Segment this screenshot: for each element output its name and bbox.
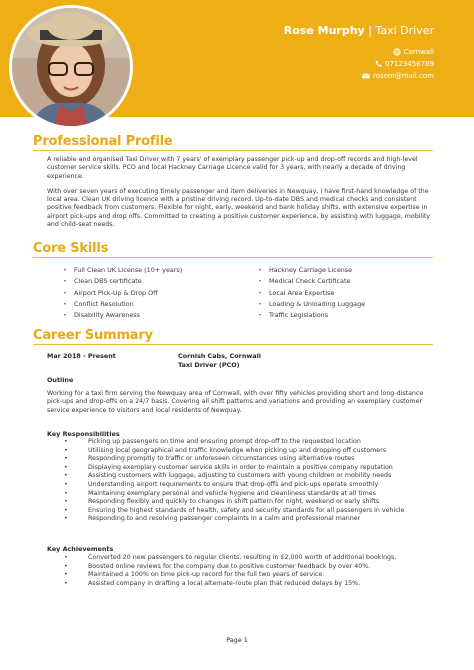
role-employer [178, 352, 261, 370]
skill-item: • Hackney Carriage License [257, 265, 365, 276]
skill-item: • Clean DBS certificate [62, 276, 182, 287]
outline-text: Working for a taxi firm serving the Newquay area of Cornwall, with over fifty vehicles providing short and long-distance pick-ups and drop-offs on a 24/7 basis. Covering all shift patterns and variations and providing an exemplary customer service experience to visitors and local residents of Newquay. [47, 390, 424, 414]
contact-email[interactable] [362, 72, 434, 80]
phone-icon [374, 60, 382, 68]
skills-list-right [257, 265, 365, 321]
responsibility-item: • Responding flexibly and quickly to changes in shift pattern for night, weekend or early shifts [47, 498, 432, 507]
achievement-item: • Boosted online reviews for the company due to positive customer feedback by over 40%. [47, 563, 432, 572]
skills-heading: Core Skills [33, 241, 109, 256]
skills-section [33, 241, 433, 258]
responsibility-item: • Responding promptly to traffic or unforeseen circumstances using alternative routes [47, 455, 432, 464]
responsibility-item: • Maintaining exemplary personal and vehicle hygiene and cleanliness standards at all times [47, 490, 432, 499]
location-text: Cornwall [403, 48, 434, 56]
skill-item: • Traffic Legislations [257, 310, 365, 321]
profile-section [33, 134, 433, 229]
responsibility-item: • Picking up passengers on time and ensuring prompt drop-off to the requested location [47, 438, 432, 447]
achievements-label: Key Achievements [47, 545, 114, 553]
skill-item: • Medical Check Certificate [257, 276, 365, 287]
phone-text: 07123456789 [385, 60, 434, 68]
responsibility-item: • Utilising local geographical and traffic knowledge when picking up and dropping off customers [47, 447, 432, 456]
profile-paragraph-1: A reliable and organised Taxi Driver with 7 years' of exemplary passenger pick-up and drop-off records and high-level customer service skills. PCO and local Hackney Carriage Licence valid for 3 years, with nearly a decade of driving experience. [47, 156, 418, 180]
section-divider [33, 344, 433, 345]
responsibility-item: • Ensuring the highest standards of health, safety and security standards for all passengers in vehicle [47, 507, 432, 516]
career-section [33, 328, 433, 345]
contact-location [393, 48, 434, 56]
company-name: Cornish Cabs, Cornwall [178, 352, 261, 360]
profile-photo [9, 5, 133, 129]
outline-label: Outline [47, 376, 74, 384]
responsibility-item: • Assisting customers with luggage, adjusting to customers with young children or mobility needs [47, 472, 432, 481]
skill-item: • Conflict Resolution [62, 299, 182, 310]
skill-item: • Airport Pick-Up & Drop Off [62, 288, 182, 299]
job-title: Taxi Driver [375, 24, 434, 37]
achievement-item: • Assisted company in drafting a local alternate-route plan that reduced delays by 15%. [47, 580, 432, 589]
responsibility-item: • Responding to and resolving passenger complaints in a calm and professional manner [47, 515, 432, 524]
profile-paragraph-2: With over seven years of executing timely passenger and item deliveries in Newquay, I have first-hand knowledge of the local area. Clean UK driving licence with a pristine driving record. Up-to-date DBS and medical checks and consistent positive feedback from customers. Flexible for night, early, weekend and bank holiday shifts, with extensive expertise in airport pick-ups and drop offs. Committed to creating a positive customer experience, by assisting with luggage, mobility and child-seat needs. [47, 187, 431, 229]
achievements-list [47, 554, 432, 588]
responsibility-item: • Understanding airport requirements to ensure that drop-offs and pick-ups operate smoothly [47, 481, 432, 490]
responsibility-item: • Displaying exemplary customer service skills in order to maintain a positive company reputation [47, 464, 432, 473]
contact-phone [374, 60, 434, 68]
skill-item: • Local Area Expertise [257, 288, 365, 299]
portrait-image [12, 8, 130, 126]
envelope-icon [362, 72, 370, 80]
email-text[interactable]: rosem@mail.com [373, 72, 434, 80]
career-heading: Career Summary [33, 328, 153, 343]
skill-item: • Loading & Unloading Luggage [257, 299, 365, 310]
achievement-item: • Converted 20 new passengers to regular clients, resulting in £2,000 worth of additional bookings. [47, 554, 432, 563]
skill-item: • Full Clean UK License (10+ years) [62, 265, 182, 276]
role-dates: Mar 2018 - Present [47, 352, 116, 360]
role-title: Taxi Driver (PCO) [178, 361, 240, 369]
section-divider [33, 257, 433, 258]
globe-icon [393, 48, 401, 56]
candidate-name: Rose Murphy [283, 24, 365, 37]
skills-list-left [62, 265, 182, 321]
section-divider [33, 150, 433, 151]
achievement-item: • Maintained a 100% on time pick-up record for the full two years of service. [47, 571, 432, 580]
skill-item: • Disability Awareness [62, 310, 182, 321]
page-number: Page 1 [226, 636, 248, 644]
profile-heading: Professional Profile [33, 134, 173, 149]
name-separator: | [368, 24, 372, 37]
responsibilities-label: Key Responsibilities [47, 430, 120, 438]
candidate-name-title [284, 24, 434, 37]
responsibilities-list [47, 438, 432, 524]
